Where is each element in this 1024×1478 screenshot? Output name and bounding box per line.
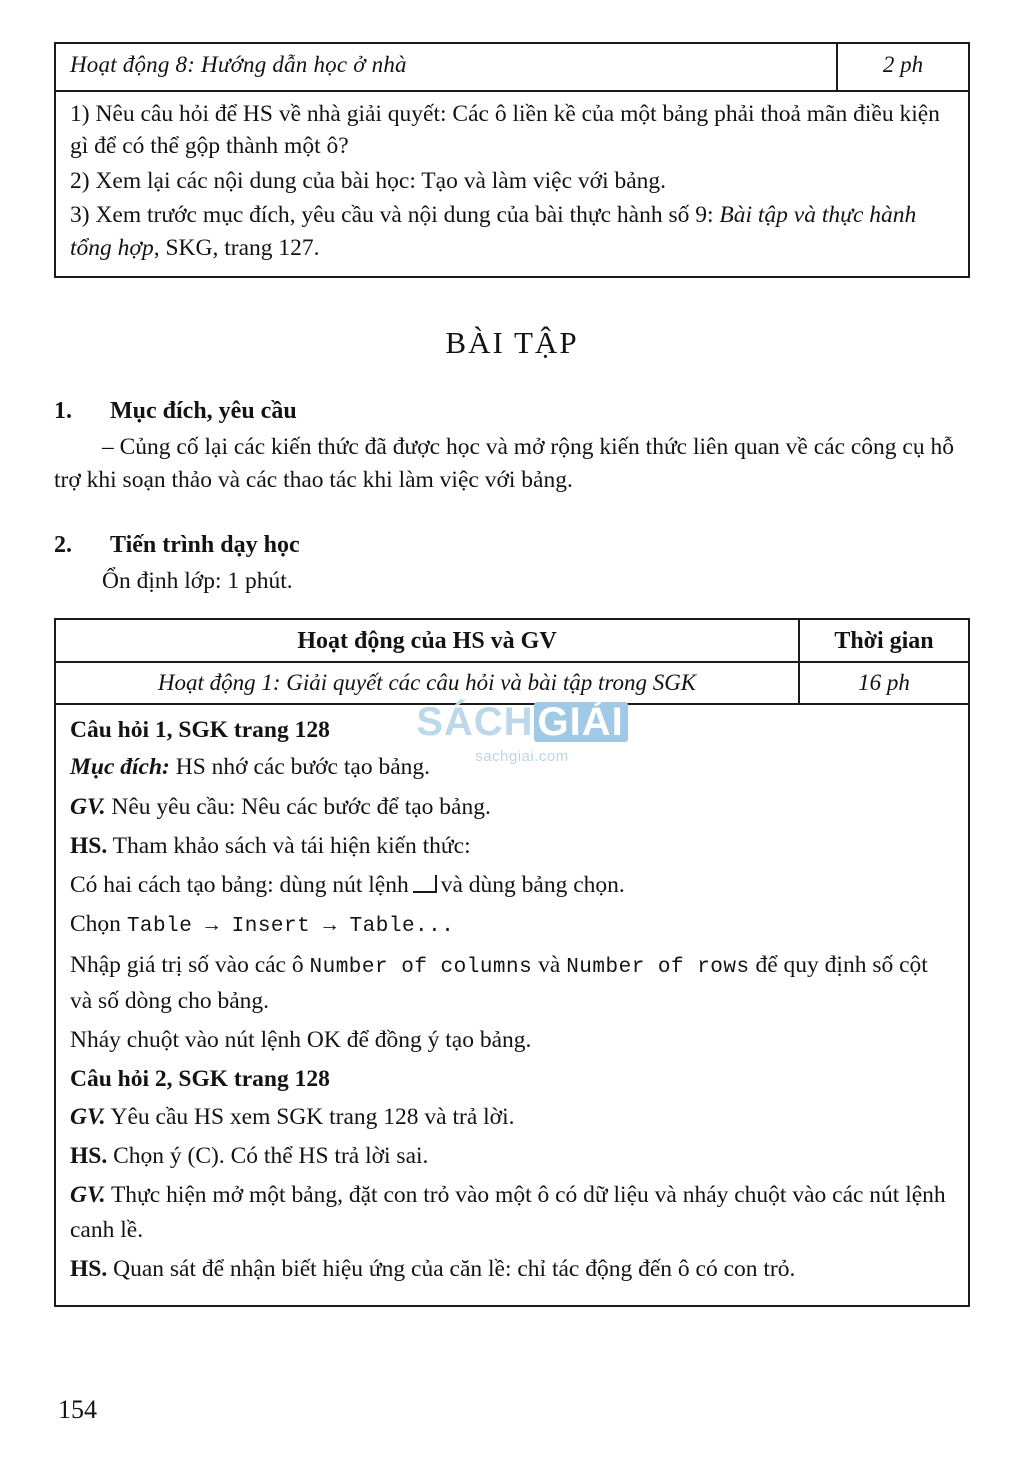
activity-8-title: Hoạt động 8: Hướng dẫn học ở nhà xyxy=(70,52,407,77)
question-2-hs-second-line xyxy=(70,1252,954,1286)
lesson-table-header-row xyxy=(56,620,968,663)
section-1-title: Mục đích, yêu cầu xyxy=(110,398,297,424)
watermark-url: sachgiai.com xyxy=(475,748,569,765)
lesson-plan-table xyxy=(54,618,970,1307)
question-1-two-ways-pre: Có hai cách tạo bảng: dùng nút lệnh xyxy=(70,872,409,899)
question-1-two-ways-post: và dùng bảng chọn. xyxy=(440,872,625,899)
question-2-hs-text: Chọn ý (C). Có thể HS trả lời sai. xyxy=(107,1142,429,1169)
question-2-gv2-text: Thực hiện mở một bảng, đặt con trỏ vào một ô có dữ liệu và nháy chuột vào các nút lệnh canh lề. xyxy=(70,1182,946,1243)
number-of-columns-field-label: Number of columns xyxy=(309,956,533,980)
page-number: 154 xyxy=(58,1395,97,1424)
question-2-hs2-label: HS. xyxy=(70,1255,108,1282)
lesson-table-activity-1-row xyxy=(56,663,968,705)
question-1-hs-text: Tham khảo sách và tái hiện kiến thức: xyxy=(107,832,471,859)
question-2-gv-line xyxy=(70,1100,954,1134)
section-2-heading xyxy=(54,532,970,559)
question-2-hs-line xyxy=(70,1139,954,1173)
question-1-hs-line xyxy=(70,829,954,863)
watermark-text-part1: SÁCH xyxy=(416,700,534,744)
activity-8-table xyxy=(54,42,970,278)
lesson-content xyxy=(56,705,968,1305)
question-1-menu-path xyxy=(70,907,954,943)
section-tien-trinh-day-hoc xyxy=(54,532,970,598)
activity-8-duration: 2 ph xyxy=(836,44,968,90)
page-title: BÀI TẬP xyxy=(445,325,579,360)
question-2-gv-text: Yêu cầu HS xem SGK trang 128 và trả lời. xyxy=(105,1103,515,1130)
section-1-heading xyxy=(54,398,970,425)
activity-8-line-3-italic: Bài tập và thực hành tổng hợp xyxy=(70,202,917,261)
question-1-gv-line xyxy=(70,790,954,824)
section-2-body: Ổn định lớp: 1 phút. xyxy=(102,568,293,594)
activity-8-line-3-text: 3) Xem trước mục đích, yêu cầu và nội dung của bài thực hành số 9: xyxy=(70,202,720,229)
question-1-menu-prefix: Chọn xyxy=(70,911,127,938)
question-2-hs-label: HS. xyxy=(70,1142,108,1169)
activity-8-header-row xyxy=(56,44,968,92)
question-1-heading: Câu hỏi 1, SGK trang 128 xyxy=(70,717,330,743)
lesson-table-content-row xyxy=(56,705,968,1305)
section-2-title: Tiến trình dạy học xyxy=(110,532,300,558)
question-1-input-post: để quy định số cột và số dòng cho bảng. xyxy=(70,952,928,1014)
question-1-gv-text: Nêu yêu cầu: Nêu các bước để tạo bảng. xyxy=(105,793,491,820)
activity-8-body xyxy=(56,92,968,276)
number-of-rows-field-label: Number of rows xyxy=(566,956,750,980)
question-2-heading: Câu hỏi 2, SGK trang 128 xyxy=(70,1066,330,1093)
question-1-ok-line: Nháy chuột vào nút lệnh OK để đồng ý tạo bảng. xyxy=(70,1027,532,1054)
activity-8-line-2: 2) Xem lại các nội dung của bài học: Tạo và làm việc với bảng. xyxy=(70,167,667,194)
activity-8-line-3 xyxy=(70,199,954,264)
activity-1-title: Hoạt động 1: Giải quyết các câu hỏi và bài tập trong SGK xyxy=(157,670,697,695)
section-2-number: 2. xyxy=(54,532,72,558)
question-1-gv-label: GV. xyxy=(70,793,106,820)
watermark-text-part2: GIẢI xyxy=(534,702,628,742)
question-1-purpose xyxy=(70,750,954,784)
question-2-gv-label: GV. xyxy=(70,1103,106,1130)
question-2-hs2-text: Quan sát để nhận biết hiệu ứng của căn lề: chỉ tác động đến ô có con trỏ. xyxy=(107,1255,796,1282)
lesson-table-header-activity: Hoạt động của HS và GV xyxy=(297,628,557,654)
question-1-purpose-label: Mục đích: xyxy=(70,754,170,781)
question-1-input-pre: Nhập giá trị số vào các ô xyxy=(70,952,310,979)
question-2-gv-second-line xyxy=(70,1178,954,1247)
section-1-number: 1. xyxy=(54,398,72,424)
question-1-input-values xyxy=(70,948,954,1018)
question-1-purpose-text: HS nhớ các bước tạo bảng. xyxy=(169,754,430,781)
question-1-hs-label: HS. xyxy=(70,832,108,859)
question-1-two-ways xyxy=(70,868,954,902)
question-1-input-mid: và xyxy=(532,952,567,979)
lesson-table-header-time: Thời gian xyxy=(798,620,968,661)
activity-8-line-3-tail: , SKG, trang 127. xyxy=(153,234,320,261)
section-muc-dich-yeu-cau xyxy=(54,398,970,497)
activity-1-duration: 16 ph xyxy=(798,663,968,703)
section-1-body: – Củng cố lại các kiến thức đã được học và mở rộng kiến thức liên quan về các công cụ hỗ trợ khi soạn thảo và các thao tác khi làm việc với bảng. xyxy=(54,434,954,493)
insert-table-command-icon xyxy=(413,875,437,893)
activity-8-line-1: 1) Nêu câu hỏi để HS về nhà giải quyết: Các ô liền kề của một bảng phải thoả mãn điều kiện gì để có thể gộp thành một ô? xyxy=(70,101,940,160)
question-2-gv2-label: GV. xyxy=(70,1182,106,1209)
question-1-menu-command: Table → Insert → Table... xyxy=(126,915,455,939)
